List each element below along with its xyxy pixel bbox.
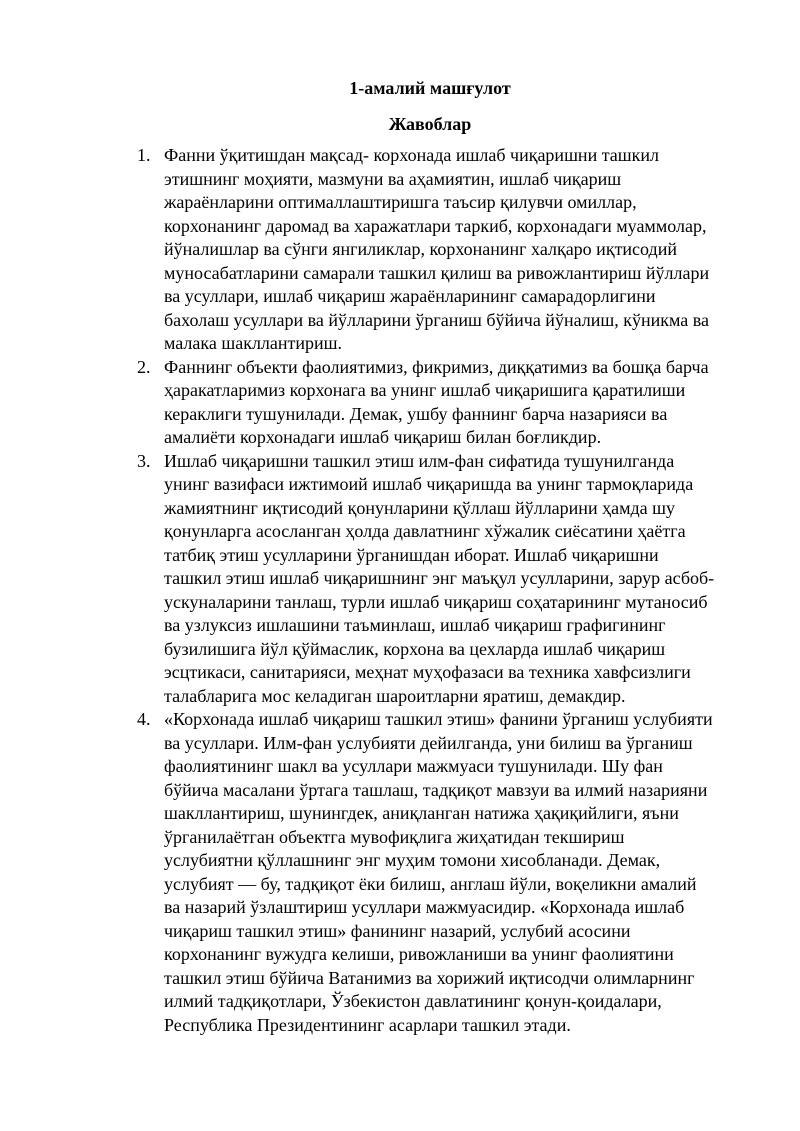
- list-item: [137, 144, 744, 356]
- paragraph-line: корхонанинг даромад ва харажатлари таркиб, корхонадаги муаммолар,: [164, 215, 707, 236]
- paragraph-line: амалиёти корхонадаги ишлаб чиқариш билан боғликдир.: [164, 427, 602, 447]
- paragraph-line: кераклиги тушунилади. Демак, ушбу фаннинг барча назарияси ва: [164, 403, 668, 424]
- paragraph-line: йўналишлар ва сўнги янгиликлар, корхонанинг халқаро иқтисодий: [164, 239, 677, 259]
- list-item-number: 4.: [137, 709, 151, 729]
- page-title: 1-амалий машғулот: [349, 78, 511, 98]
- paragraph-line: ускуналарини танлаш, турли ишлаб чиқариш соҳатарининг мутаносиб: [164, 591, 708, 612]
- answers-list: [137, 144, 744, 1037]
- paragraph-line: малака шакллантириш.: [164, 333, 343, 353]
- list-item-number: 3.: [137, 450, 151, 471]
- paragraph-line: этишнинг моҳияти, мазмуни ва аҳамиятин, ишлаб чиқариш: [164, 168, 622, 189]
- paragraph-line: ва назарий ўзлаштириш усуллари мажмуасидир. «Корхонада ишлаб: [164, 897, 685, 917]
- list-item: [137, 708, 744, 1037]
- paragraph-line: услубият — бу, тадқиқот ёки билиш, англаш йўли, воқеликни амалий: [164, 873, 697, 894]
- paragraph-line: Фанни ўқитишдан мақсад- корхонада ишлаб чиқаришни ташкил: [164, 145, 659, 165]
- paragraph-line: бўйича масалани ўртага ташлаш, тадқиқот мавзуи ва илмий назарияни: [164, 779, 708, 800]
- paragraph-line: ва усуллари. Илм-фан услубияти дейилганда, уни билиш ва ўрганиш: [164, 732, 693, 753]
- paragraph-line: чиқариш ташкил этиш» фанининг назарий, услубий асосини: [164, 920, 631, 941]
- paragraph-line: ва узлуксиз ишлашини таъминлаш, ишлаб чиқариш графигининг: [164, 615, 666, 635]
- paragraph-line: татбиқ этиш усулларини ўрганишдан иборат. Ишлаб чиқаришни: [164, 544, 659, 565]
- list-item: [137, 450, 744, 709]
- page-subtitle: Жавоблар: [388, 114, 472, 134]
- list-item-number: 2.: [137, 356, 151, 377]
- list-item-number: 1.: [137, 145, 151, 165]
- list-item: [137, 356, 744, 450]
- paragraph-line: илмий тадқиқотлари, Ўзбекистон давлатининг қонун-қоидалари,: [164, 991, 662, 1011]
- paragraph-line: бузилишига йўл қўймаслик, корхона ва цехларда ишлаб чиқариш: [164, 638, 666, 659]
- paragraph-line: ҳаракатларимиз корхонага ва унинг ишлаб чиқаришига қаратилиши: [164, 380, 686, 400]
- paragraph-line: Республика Президентининг асарлари ташкил этади.: [164, 1014, 571, 1035]
- paragraph-line: «Корхонада ишлаб чиқариш ташкил этиш» фанини ўрганиш услубияти: [164, 709, 713, 729]
- paragraph-line: ташкил этиш бўйича Ватанимиз ва хорижий иқтисодчи олимларнинг: [164, 967, 695, 988]
- paragraph-line: Ишлаб чиқаришни ташкил этиш илм-фан сифатида тушунилганда: [164, 450, 675, 471]
- paragraph-line: жамиятнинг иқтисодий қонунларини қўллаш йўлларини ҳамда шу: [164, 497, 675, 518]
- paragraph-line: ўрганилаётган объектга мувофиқлига жиҳатидан текшириш: [164, 826, 625, 847]
- paragraph-line: талабларига мос келадиган шароитларни яратиш, демакдир.: [164, 685, 626, 706]
- paragraph-line: бахолаш усуллари ва йўлларини ўрганиш бўйича йўналиш, кўникма ва: [164, 309, 709, 330]
- paragraph-line: услубиятни қўллашнинг энг муҳим томони хисобланади. Демак,: [164, 850, 661, 870]
- paragraph-line: эсцтикаси, санитарияси, меҳнат муҳофазаси ва техника хавфсизлиги: [164, 662, 691, 682]
- paragraph-line: унинг вазифаси ижтимоий ишлаб чиқаришда ва унинг тармоқларида: [164, 474, 694, 494]
- paragraph-line: шакллантириш, шунингдек, аниқланган натижа ҳақиқийлиги, яъни: [164, 803, 679, 823]
- paragraph-line: қонунларга асосланган ҳолда давлатнинг хўжалик сиёсатини ҳаётга: [164, 521, 686, 541]
- paragraph-line: Фаннинг объекти фаолиятимиз, фикримиз, диққатимиз ва бошқа барча: [164, 356, 709, 377]
- paragraph-line: ташкил этиш ишлаб чиқаришнинг энг маъқул усулларини, зарур асбоб-: [164, 568, 715, 588]
- paragraph-line: фаолиятининг шакл ва усуллари мажмуаси тушунилади. Шу фан: [164, 756, 663, 776]
- paragraph-line: ва усуллари, ишлаб чиқариш жараёнларининг самарадорлигини: [164, 286, 656, 306]
- paragraph-line: муносабатларини самарали ташкил қилиш ва ривожлантириш йўллари: [164, 262, 710, 283]
- paragraph-line: жараёнларини оптималлаштиришга таъсир қилувчи омиллар,: [164, 192, 637, 212]
- paragraph-line: корхонанинг вужудга келиши, ривожланиши ва унинг фаолиятини: [164, 944, 674, 964]
